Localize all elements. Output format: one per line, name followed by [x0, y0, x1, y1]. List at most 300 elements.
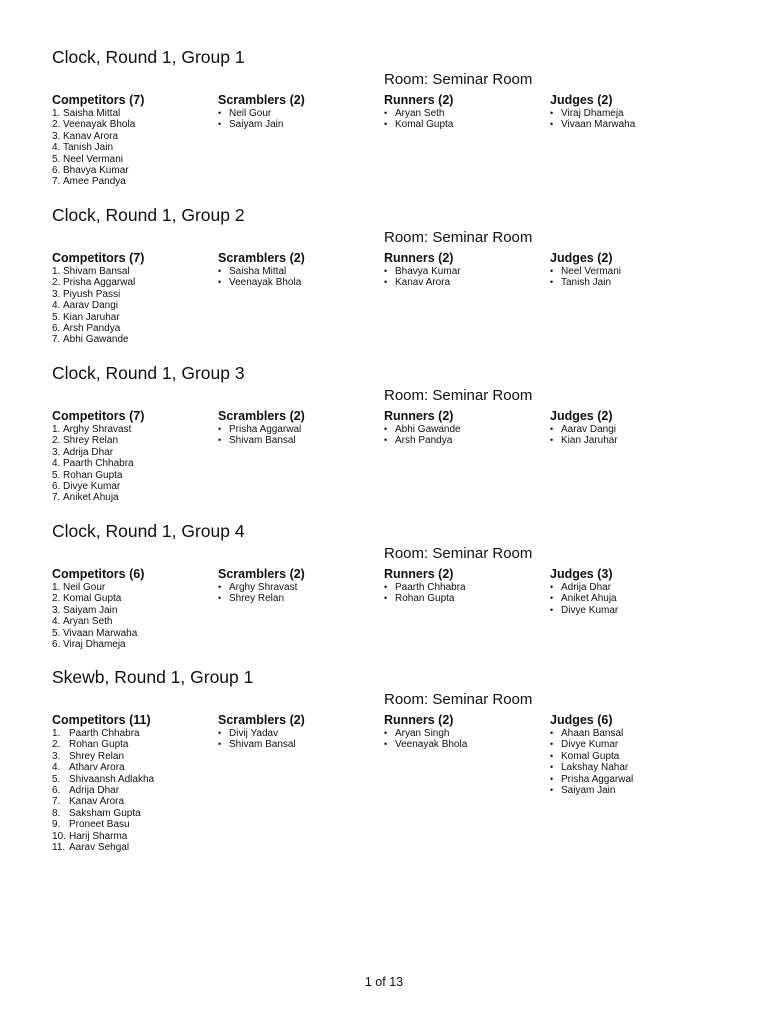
- person-name: Divye Kumar: [63, 481, 121, 493]
- person-name: Bhavya Kumar: [63, 165, 129, 177]
- competitors-column: [52, 566, 218, 650]
- group-title: Clock, Round 1, Group 2: [52, 205, 245, 225]
- runners-heading: Runners (2): [384, 251, 454, 265]
- person-name: Veenayak Bhola: [63, 119, 136, 131]
- list-number: 2.: [52, 277, 61, 289]
- judge-item: [550, 728, 716, 739]
- list-number: 3.: [52, 750, 61, 762]
- competitor-item: [52, 165, 218, 176]
- person-name: Saiyam Jain: [561, 785, 616, 797]
- list-number: 2.: [52, 593, 61, 605]
- group-section: [52, 204, 732, 362]
- person-name: Arsh Pandya: [395, 435, 453, 447]
- person-name: Shivam Bansal: [229, 435, 296, 447]
- runners-column: [384, 712, 550, 853]
- runners-column: [384, 92, 550, 188]
- competitor-item: [52, 808, 218, 819]
- list-number: 6.: [52, 165, 61, 177]
- competitors-list: [52, 266, 218, 346]
- judges-column: [550, 92, 716, 188]
- runner-item: [384, 277, 550, 288]
- person-name: Paarth Chhabra: [63, 458, 134, 470]
- group-section: [52, 666, 732, 853]
- roles-columns: [52, 566, 732, 650]
- person-name: Saisha Mittal: [63, 108, 121, 119]
- person-name: Komal Gupta: [395, 119, 454, 131]
- person-name: Shivam Bansal: [63, 266, 130, 277]
- person-name: Saisha Mittal: [229, 266, 287, 277]
- person-name: Divij Yadav: [229, 728, 279, 739]
- person-name: Saksham Gupta: [69, 807, 141, 819]
- list-number: 7.: [52, 176, 61, 188]
- competitor-item: [52, 458, 218, 469]
- person-name: Shrey Relan: [69, 750, 125, 762]
- person-name: Neel Vermani: [63, 153, 124, 165]
- competitor-item: [52, 176, 218, 187]
- scramblers-heading: Scramblers (2): [218, 713, 305, 727]
- roles-columns: [52, 408, 732, 504]
- runner-item: [384, 728, 550, 739]
- list-number: 1.: [52, 424, 61, 435]
- person-name: Adrija Dhar: [69, 785, 120, 797]
- person-name: Neel Vermani: [561, 266, 622, 277]
- competitor-item: [52, 470, 218, 481]
- competitors-list: [52, 108, 218, 188]
- person-name: Aniket Ahuja: [561, 593, 617, 605]
- person-name: Adrija Dhar: [561, 582, 612, 593]
- scramblers-column: [218, 566, 384, 650]
- person-name: Komal Gupta: [63, 593, 122, 605]
- person-name: Aryan Singh: [395, 728, 450, 739]
- person-name: Paarth Chhabra: [395, 582, 466, 593]
- competitor-item: [52, 266, 218, 277]
- scrambler-item: [218, 728, 384, 739]
- judge-item: [550, 119, 716, 130]
- scramblers-heading: Scramblers (2): [218, 251, 305, 265]
- runners-heading: Runners (2): [384, 93, 454, 107]
- competitors-column: [52, 712, 218, 853]
- judges-column: [550, 250, 716, 346]
- scramblers-list: [218, 728, 384, 751]
- competitor-item: [52, 131, 218, 142]
- person-name: Shrey Relan: [63, 435, 119, 447]
- person-name: Aryan Seth: [395, 108, 445, 119]
- judge-item: [550, 605, 716, 616]
- list-number: 3.: [52, 604, 61, 616]
- competitor-item: [52, 639, 218, 650]
- person-name: Tanish Jain: [561, 277, 612, 289]
- person-name: Prisha Aggarwal: [63, 277, 136, 289]
- runners-heading: Runners (2): [384, 713, 454, 727]
- person-name: Abhi Gawande: [395, 424, 461, 435]
- runners-list: [384, 582, 550, 605]
- person-name: Aarav Dangi: [561, 424, 617, 435]
- competitor-item: [52, 819, 218, 830]
- competitors-column: [52, 250, 218, 346]
- person-name: Prisha Aggarwal: [561, 773, 634, 785]
- scramblers-column: [218, 92, 384, 188]
- bullet-icon: •: [550, 108, 554, 118]
- person-name: Arsh Pandya: [63, 323, 121, 335]
- bullet-icon: •: [550, 119, 554, 130]
- judges-heading: Judges (6): [550, 713, 613, 727]
- bullet-icon: •: [218, 277, 222, 288]
- list-number: 1.: [52, 728, 61, 739]
- runners-list: [384, 728, 550, 751]
- scramblers-column: [218, 408, 384, 504]
- judges-heading: Judges (3): [550, 567, 613, 581]
- list-number: 9.: [52, 819, 61, 831]
- judges-list: [550, 582, 716, 616]
- person-name: Tanish Jain: [63, 142, 114, 154]
- group-title: Clock, Round 1, Group 4: [52, 521, 245, 541]
- person-name: Kanav Arora: [69, 796, 125, 808]
- bullet-icon: •: [218, 119, 222, 130]
- scramblers-heading: Scramblers (2): [218, 567, 305, 581]
- person-name: Bhavya Kumar: [395, 266, 461, 277]
- group-section: [52, 362, 732, 520]
- person-name: Neil Gour: [63, 582, 106, 593]
- runners-heading: Runners (2): [384, 409, 454, 423]
- group-title: Clock, Round 1, Group 3: [52, 363, 245, 383]
- competitor-item: [52, 119, 218, 130]
- bullet-icon: •: [384, 582, 388, 592]
- judge-item: [550, 774, 716, 785]
- bullet-icon: •: [550, 424, 554, 434]
- scramblers-heading: Scramblers (2): [218, 409, 305, 423]
- judge-item: [550, 751, 716, 762]
- runners-column: [384, 566, 550, 650]
- competitor-item: [52, 728, 218, 739]
- list-number: 5.: [52, 311, 61, 323]
- runner-item: [384, 108, 550, 119]
- room-label: Room: Seminar Room: [384, 545, 533, 562]
- bullet-icon: •: [384, 424, 388, 434]
- bullet-icon: •: [384, 108, 388, 118]
- bullet-icon: •: [384, 728, 388, 738]
- runners-list: [384, 108, 550, 131]
- scramblers-list: [218, 582, 384, 605]
- runners-list: [384, 424, 550, 447]
- person-name: Arghy Shravast: [229, 582, 298, 593]
- list-number: 2.: [52, 119, 61, 131]
- bullet-icon: •: [218, 593, 222, 604]
- bullet-icon: •: [550, 773, 554, 784]
- list-number: 4.: [52, 458, 61, 470]
- competitor-item: [52, 774, 218, 785]
- bullet-icon: •: [384, 435, 388, 446]
- judges-column: [550, 712, 716, 853]
- competitors-heading: Competitors (7): [52, 251, 145, 265]
- competitor-item: [52, 435, 218, 446]
- person-name: Kanav Arora: [395, 277, 451, 289]
- competitors-heading: Competitors (6): [52, 567, 145, 581]
- judge-item: [550, 785, 716, 796]
- competitor-item: [52, 628, 218, 639]
- person-name: Atharv Arora: [69, 762, 125, 774]
- competitors-heading: Competitors (7): [52, 409, 145, 423]
- person-name: Shivaansh Adlakha: [69, 773, 155, 785]
- scrambler-item: [218, 424, 384, 435]
- judge-item: [550, 435, 716, 446]
- list-number: 5.: [52, 153, 61, 165]
- person-name: Adrija Dhar: [63, 446, 114, 458]
- competitor-item: [52, 739, 218, 750]
- runners-heading: Runners (2): [384, 567, 454, 581]
- person-name: Abhi Gawande: [63, 334, 129, 346]
- scrambler-item: [218, 119, 384, 130]
- competitor-item: [52, 142, 218, 153]
- bullet-icon: •: [550, 435, 554, 446]
- scramblers-heading: Scramblers (2): [218, 93, 305, 107]
- judge-item: [550, 582, 716, 593]
- judges-column: [550, 566, 716, 650]
- list-number: 2.: [52, 739, 61, 751]
- judges-list: [550, 266, 716, 289]
- room-label: Room: Seminar Room: [384, 691, 533, 708]
- list-number: 3.: [52, 446, 61, 458]
- bullet-icon: •: [218, 266, 222, 276]
- bullet-icon: •: [550, 604, 554, 615]
- list-number: 4.: [52, 762, 61, 774]
- bullet-icon: •: [550, 750, 554, 761]
- judges-heading: Judges (2): [550, 93, 613, 107]
- competitor-item: [52, 481, 218, 492]
- competitor-item: [52, 289, 218, 300]
- group-title: Clock, Round 1, Group 1: [52, 47, 245, 67]
- competitor-item: [52, 796, 218, 807]
- competitor-item: [52, 582, 218, 593]
- list-number: 4.: [52, 300, 61, 312]
- judge-item: [550, 739, 716, 750]
- competitor-item: [52, 108, 218, 119]
- person-name: Veenayak Bhola: [229, 277, 302, 289]
- list-number: 4.: [52, 142, 61, 154]
- competitor-item: [52, 154, 218, 165]
- person-name: Paarth Chhabra: [69, 728, 140, 739]
- person-name: Aniket Ahuja: [63, 492, 119, 504]
- person-name: Rohan Gupta: [395, 593, 455, 605]
- list-number: 7.: [52, 796, 61, 808]
- list-number: 6.: [52, 323, 61, 335]
- group-section: [52, 46, 732, 204]
- list-number: 10.: [52, 830, 66, 842]
- bullet-icon: •: [218, 108, 222, 118]
- judge-item: [550, 424, 716, 435]
- runner-item: [384, 424, 550, 435]
- runners-column: [384, 408, 550, 504]
- list-number: 2.: [52, 435, 61, 447]
- person-name: Viraj Dhameja: [561, 108, 624, 119]
- judges-heading: Judges (2): [550, 409, 613, 423]
- runners-list: [384, 266, 550, 289]
- list-number: 5.: [52, 627, 61, 639]
- scramblers-list: [218, 424, 384, 447]
- person-name: Aarav Dangi: [63, 300, 119, 312]
- competitor-item: [52, 785, 218, 796]
- competitor-item: [52, 447, 218, 458]
- scrambler-item: [218, 739, 384, 750]
- bullet-icon: •: [550, 582, 554, 592]
- person-name: Neil Gour: [229, 108, 272, 119]
- person-name: Veenayak Bhola: [395, 739, 468, 751]
- list-number: 7.: [52, 334, 61, 346]
- person-name: Aarav Sehgal: [69, 842, 130, 854]
- person-name: Ahaan Bansal: [561, 728, 624, 739]
- competitor-item: [52, 762, 218, 773]
- group-section: [52, 520, 732, 666]
- person-name: Rohan Gupta: [63, 469, 123, 481]
- scramblers-column: [218, 250, 384, 346]
- person-name: Vivaan Marwaha: [63, 627, 138, 639]
- person-name: Prisha Aggarwal: [229, 424, 302, 435]
- person-name: Aryan Seth: [63, 616, 113, 628]
- room-label: Room: Seminar Room: [384, 387, 533, 404]
- person-name: Divye Kumar: [561, 604, 619, 616]
- competitors-column: [52, 92, 218, 188]
- bullet-icon: •: [218, 435, 222, 446]
- schedule-page: [52, 46, 732, 853]
- list-number: 11.: [52, 842, 66, 854]
- runner-item: [384, 582, 550, 593]
- runner-item: [384, 593, 550, 604]
- scrambler-item: [218, 435, 384, 446]
- list-number: 3.: [52, 288, 61, 300]
- competitors-heading: Competitors (11): [52, 713, 151, 727]
- list-number: 7.: [52, 492, 61, 504]
- person-name: Vivaan Marwaha: [561, 119, 636, 131]
- competitor-item: [52, 842, 218, 853]
- roles-columns: [52, 712, 732, 853]
- bullet-icon: •: [550, 728, 554, 738]
- list-number: 1.: [52, 582, 61, 593]
- runners-column: [384, 250, 550, 346]
- scrambler-item: [218, 108, 384, 119]
- bullet-icon: •: [384, 277, 388, 288]
- judge-item: [550, 277, 716, 288]
- roles-columns: [52, 92, 732, 188]
- runner-item: [384, 739, 550, 750]
- bullet-icon: •: [550, 593, 554, 604]
- person-name: Viraj Dhameja: [63, 639, 126, 651]
- competitor-item: [52, 300, 218, 311]
- person-name: Saiyam Jain: [229, 119, 284, 131]
- bullet-icon: •: [384, 593, 388, 604]
- scramblers-list: [218, 266, 384, 289]
- list-number: 8.: [52, 807, 61, 819]
- list-number: 4.: [52, 616, 61, 628]
- person-name: Lakshay Nahar: [561, 762, 629, 774]
- competitor-item: [52, 751, 218, 762]
- person-name: Rohan Gupta: [69, 739, 129, 751]
- bullet-icon: •: [218, 728, 222, 738]
- judge-item: [550, 108, 716, 119]
- person-name: Divye Kumar: [561, 739, 619, 751]
- bullet-icon: •: [550, 266, 554, 276]
- list-number: 3.: [52, 130, 61, 142]
- scrambler-item: [218, 593, 384, 604]
- competitor-item: [52, 492, 218, 503]
- list-number: 1.: [52, 266, 61, 277]
- competitor-item: [52, 616, 218, 627]
- competitors-list: [52, 728, 218, 853]
- competitor-item: [52, 312, 218, 323]
- competitors-list: [52, 424, 218, 504]
- person-name: Shivam Bansal: [229, 739, 296, 751]
- runner-item: [384, 266, 550, 277]
- room-label: Room: Seminar Room: [384, 229, 533, 246]
- competitor-item: [52, 831, 218, 842]
- competitor-item: [52, 334, 218, 345]
- bullet-icon: •: [384, 119, 388, 130]
- bullet-icon: •: [218, 424, 222, 434]
- list-number: 5.: [52, 469, 61, 481]
- person-name: Kian Jaruhar: [63, 311, 120, 323]
- list-number: 1.: [52, 108, 61, 119]
- competitor-item: [52, 593, 218, 604]
- judges-column: [550, 408, 716, 504]
- person-name: Komal Gupta: [561, 750, 620, 762]
- runner-item: [384, 435, 550, 446]
- page-indicator: 1 of 13: [364, 975, 404, 989]
- person-name: Piyush Passi: [63, 288, 121, 300]
- list-number: 6.: [52, 481, 61, 493]
- competitor-item: [52, 277, 218, 288]
- person-name: Saiyam Jain: [63, 604, 118, 616]
- judge-item: [550, 266, 716, 277]
- room-label: Room: Seminar Room: [384, 71, 533, 88]
- group-title: Skewb, Round 1, Group 1: [52, 667, 254, 687]
- scrambler-item: [218, 266, 384, 277]
- bullet-icon: •: [550, 785, 554, 796]
- runner-item: [384, 119, 550, 130]
- competitor-item: [52, 605, 218, 616]
- list-number: 5.: [52, 773, 61, 785]
- bullet-icon: •: [384, 266, 388, 276]
- bullet-icon: •: [218, 582, 222, 592]
- person-name: Amee Pandya: [63, 176, 126, 188]
- list-number: 6.: [52, 785, 61, 797]
- person-name: Kanav Arora: [63, 130, 119, 142]
- scramblers-column: [218, 712, 384, 853]
- judge-item: [550, 762, 716, 773]
- competitors-list: [52, 582, 218, 650]
- competitor-item: [52, 424, 218, 435]
- person-name: Proneet Basu: [69, 819, 130, 831]
- bullet-icon: •: [218, 739, 222, 750]
- list-number: 6.: [52, 639, 61, 651]
- competitor-item: [52, 323, 218, 334]
- bullet-icon: •: [550, 739, 554, 750]
- competitors-column: [52, 408, 218, 504]
- person-name: Shrey Relan: [229, 593, 285, 605]
- scrambler-item: [218, 582, 384, 593]
- person-name: Kian Jaruhar: [561, 435, 618, 447]
- judge-item: [550, 593, 716, 604]
- scramblers-list: [218, 108, 384, 131]
- judges-list: [550, 728, 716, 796]
- roles-columns: [52, 250, 732, 346]
- person-name: Arghy Shravast: [63, 424, 132, 435]
- judges-list: [550, 108, 716, 131]
- bullet-icon: •: [384, 739, 388, 750]
- bullet-icon: •: [550, 762, 554, 773]
- judges-list: [550, 424, 716, 447]
- scrambler-item: [218, 277, 384, 288]
- judges-heading: Judges (2): [550, 251, 613, 265]
- person-name: Harij Sharma: [69, 830, 128, 842]
- bullet-icon: •: [550, 277, 554, 288]
